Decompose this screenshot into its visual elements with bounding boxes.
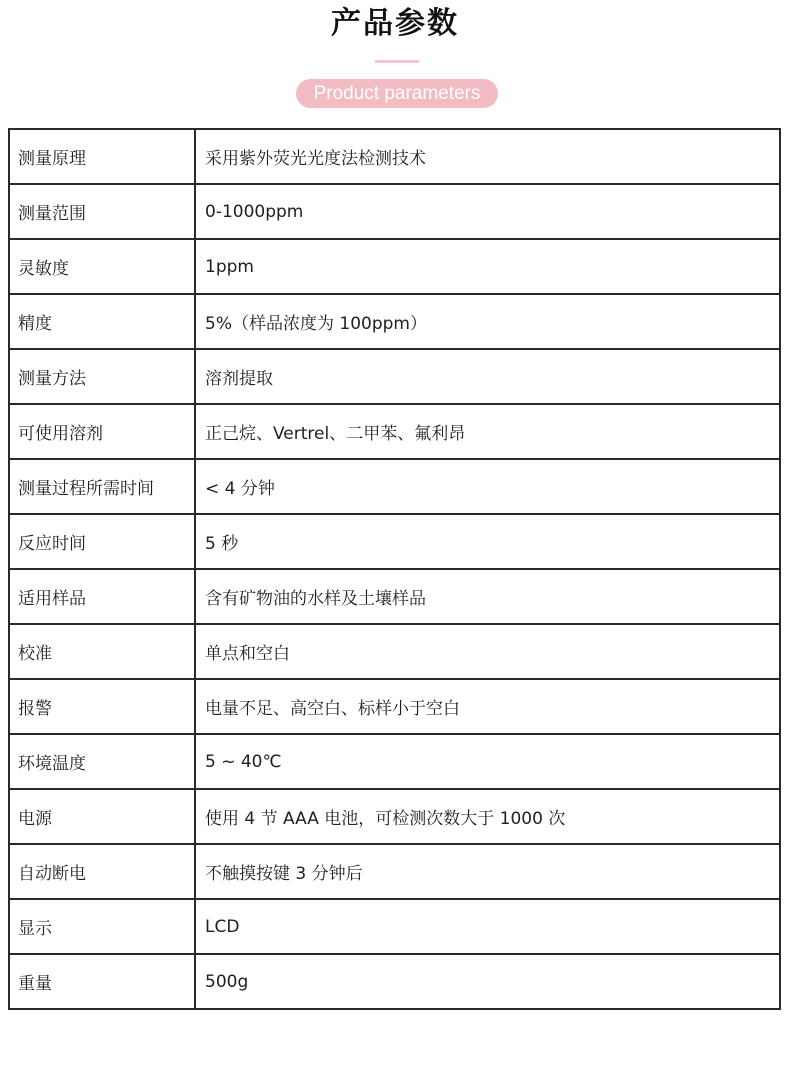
- table-row: [9, 844, 780, 899]
- param-value: LCD: [195, 899, 780, 954]
- param-value: 溶剂提取: [195, 349, 780, 404]
- table-row: [9, 184, 780, 239]
- table-row: [9, 954, 780, 1009]
- table-row: [9, 899, 780, 954]
- table-row: [9, 294, 780, 349]
- param-value: 不触摸按键 3 分钟后: [195, 844, 780, 899]
- subtitle-badge: Product parameters: [296, 79, 498, 108]
- table-row: [9, 514, 780, 569]
- table-row: [9, 734, 780, 789]
- table-row: [9, 624, 780, 679]
- param-label: 测量原理: [9, 129, 195, 184]
- param-value: 500g: [195, 954, 780, 1009]
- table-row: [9, 459, 780, 514]
- param-label: 测量方法: [9, 349, 195, 404]
- param-value: 含有矿物油的水样及土壤样品: [195, 569, 780, 624]
- table-row: [9, 129, 780, 184]
- param-label: 灵敏度: [9, 239, 195, 294]
- param-value: 单点和空白: [195, 624, 780, 679]
- param-label: 反应时间: [9, 514, 195, 569]
- param-label: 校准: [9, 624, 195, 679]
- param-label: 环境温度: [9, 734, 195, 789]
- param-label: 可使用溶剂: [9, 404, 195, 459]
- param-label: 精度: [9, 294, 195, 349]
- param-label: 电源: [9, 789, 195, 844]
- param-label: 重量: [9, 954, 195, 1009]
- param-value: 使用 4 节 AAA 电池，可检测次数大于 1000 次: [195, 789, 780, 844]
- param-label: 报警: [9, 679, 195, 734]
- param-value: 采用紫外荧光光度法检测技术: [195, 129, 780, 184]
- param-value: 电量不足、高空白、标样小于空白: [195, 679, 780, 734]
- param-value: < 4 分钟: [195, 459, 780, 514]
- param-value: 1ppm: [195, 239, 780, 294]
- table-row: [9, 349, 780, 404]
- param-label: 自动断电: [9, 844, 195, 899]
- param-value: 正己烷、Vertrel、二甲苯、氟利昂: [195, 404, 780, 459]
- param-label: 测量范围: [9, 184, 195, 239]
- table-row: [9, 569, 780, 624]
- param-label: 适用样品: [9, 569, 195, 624]
- table-row: [9, 404, 780, 459]
- parameters-table: [8, 128, 781, 1010]
- param-value: 5 秒: [195, 514, 780, 569]
- table-row: [9, 239, 780, 294]
- param-label: 显示: [9, 899, 195, 954]
- page-title: 产品参数: [331, 6, 459, 41]
- param-label: 测量过程所需时间: [9, 459, 195, 514]
- table-row: [9, 789, 780, 844]
- param-value: 0-1000ppm: [195, 184, 780, 239]
- param-value: 5 ~ 40℃: [195, 734, 780, 789]
- table-row: [9, 679, 780, 734]
- title-divider: [375, 60, 419, 63]
- param-value: 5%（样品浓度为 100ppm）: [195, 294, 780, 349]
